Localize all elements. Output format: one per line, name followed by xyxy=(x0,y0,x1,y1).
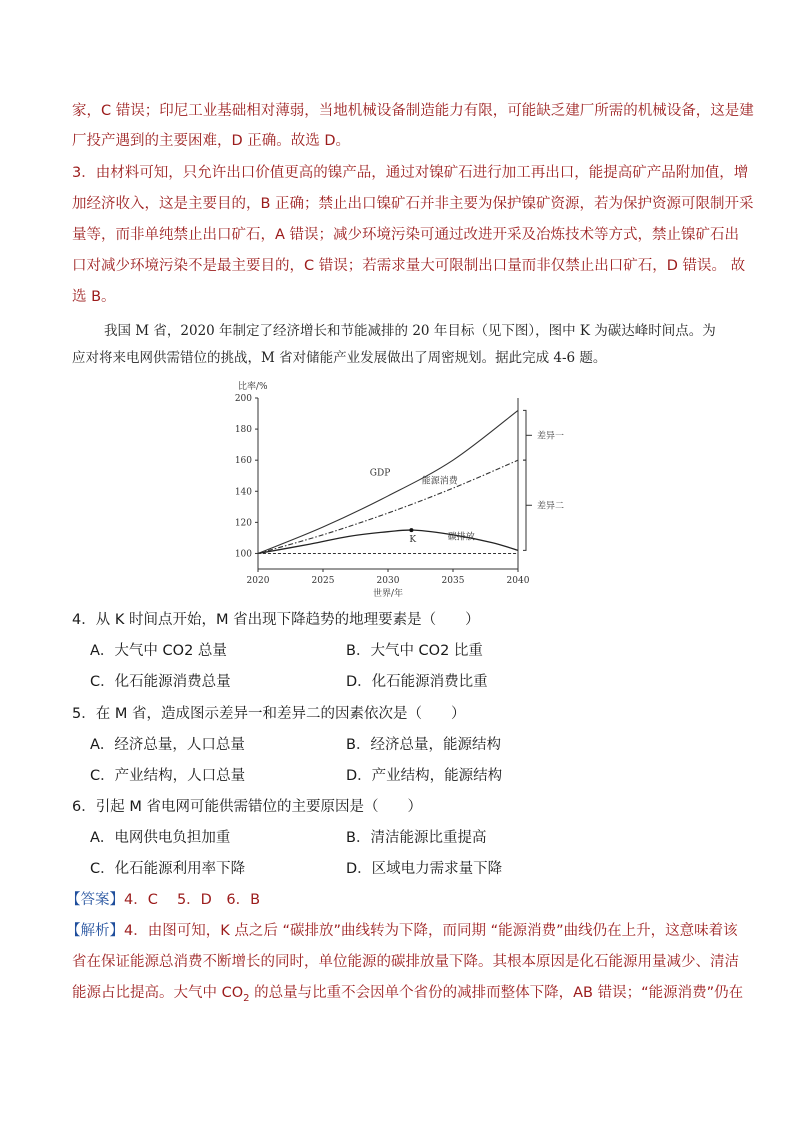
y-tick-label: 120 xyxy=(234,518,252,529)
series-label: 碳排放 xyxy=(447,532,475,543)
y-tick-label: 140 xyxy=(234,487,252,498)
series-line xyxy=(258,530,518,553)
q4-option-c[interactable]: C．化石能源消费总量 xyxy=(90,674,231,690)
x-tick-label: 2025 xyxy=(311,576,335,586)
explanation-line: 口对减少环境污染不是最主要目的，C 错误；若需求量大可限制出口量而非仅禁止出口矿石，D 错误。 故 xyxy=(72,258,746,274)
answer-line xyxy=(66,890,260,910)
x-tick-label: 2040 xyxy=(506,576,530,586)
q5-option-c[interactable]: C．产业结构，人口总量 xyxy=(90,768,246,784)
chart-labels xyxy=(370,410,564,550)
q5-option-a[interactable]: A．经济总量，人口总量 xyxy=(90,737,245,753)
series-label: 能源消费 xyxy=(421,476,458,487)
x-tick-label: 2035 xyxy=(441,576,465,586)
answer-text: 4．C 5．D 6．B xyxy=(124,892,261,908)
q4-option-a[interactable]: A．大气中 CO2 总量 xyxy=(90,643,227,659)
line-chart xyxy=(228,350,568,600)
q4-option-d[interactable]: D．化石能源消费比重 xyxy=(346,674,488,690)
y-tick-label: 200 xyxy=(234,394,252,404)
bracket-label: 差异一 xyxy=(537,431,565,442)
material-line: 应对将来电网供需错位的挑战，M 省对储能产业发展做出了周密规划。据此完成 4-6 题。 xyxy=(72,350,607,366)
y-axis-label: 比率/% xyxy=(238,382,268,392)
series-label: GDP xyxy=(369,468,391,479)
explanation-line: 厂投产遇到的主要困难，D 正确。故选 D。 xyxy=(72,133,351,149)
peak-point-label: K xyxy=(409,535,417,546)
y-tick-label: 100 xyxy=(234,549,252,560)
q5-option-b[interactable]: B．经济总量，能源结构 xyxy=(346,737,501,753)
bracket xyxy=(523,410,526,460)
q4-option-b[interactable]: B．大气中 CO2 比重 xyxy=(346,643,483,659)
explanation-line: 选 B。 xyxy=(72,289,116,305)
peak-point xyxy=(409,528,413,532)
explanation-line: 家，C 错误；印尼工业基础相对薄弱，当地机械设备制造能力有限，可能缺乏建厂所需的机械设备，这是建 xyxy=(72,103,754,119)
analysis-tag: 【解析】 xyxy=(66,923,124,939)
q6-option-d[interactable]: D．区域电力需求量下降 xyxy=(346,861,503,877)
explanation-line: 加经济收入，这是主要目的，B 正确；禁止出口镍矿石并非主要为保护镍矿资源，若为保护资源可限制开采 xyxy=(72,196,754,212)
bracket xyxy=(523,460,526,550)
q6-option-c[interactable]: C．化石能源利用率下降 xyxy=(90,861,246,877)
q6-option-b[interactable]: B．清洁能源比重提高 xyxy=(346,830,487,846)
x-axis-label: 世界/年 xyxy=(372,589,404,599)
explanation-line: 量等，而非单纯禁止出口矿石，A 错误；减少环境污染可通过改进开采及冶炼技术等方式，禁止镍矿石出 xyxy=(72,227,740,243)
question-6-stem: 6．引起 M 省电网可能供需错位的主要原因是（ ） xyxy=(72,799,422,815)
x-tick-label: 2030 xyxy=(376,576,400,586)
y-tick-label: 160 xyxy=(234,456,252,467)
q5-option-d[interactable]: D．产业结构，能源结构 xyxy=(346,768,503,784)
analysis-line: 能源占比提高。大气中 $CO_2$ 的总量与比重不会因单个省份的减排而整体下降，AB 错误；“能源消费”仍在 xyxy=(72,985,744,1004)
analysis-line: 【解析】4．由图可知，K 点之后 “碳排放”曲线转为下降，而同期 “能源消费”曲线仍在上升，这意味着该 xyxy=(66,923,738,939)
bracket-label: 差异二 xyxy=(537,501,565,512)
q6-option-a[interactable]: A．电网供电负担加重 xyxy=(90,830,231,846)
explanation-line: 3．由材料可知，只允许出口价值更高的镍产品，通过对镍矿石进行加工再出口，能提高矿产品附加值，增 xyxy=(72,165,749,181)
y-tick-label: 180 xyxy=(234,425,252,436)
chart-axes xyxy=(235,380,530,599)
question-5-stem: 5．在 M 省，造成图示差异一和差异二的因素依次是（ ） xyxy=(72,706,466,722)
analysis-line: 省在保证能源总消费不断增长的同时，单位能源的碳排放量下降。其根本原因是化石能源用量减少、清洁 xyxy=(72,954,739,970)
question-4-stem: 4．从 K 时间点开始，M 省出现下降趋势的地理要素是（ ） xyxy=(72,612,480,628)
material-line: 我国 M 省，2020 年制定了经济增长和节能减排的 20 年目标（见下图），图中 K 为碳达峰时间点。为 xyxy=(104,323,716,339)
chart-series xyxy=(258,410,518,553)
answer-tag: 【答案】 xyxy=(66,892,124,908)
x-tick-label: 2020 xyxy=(246,576,270,586)
